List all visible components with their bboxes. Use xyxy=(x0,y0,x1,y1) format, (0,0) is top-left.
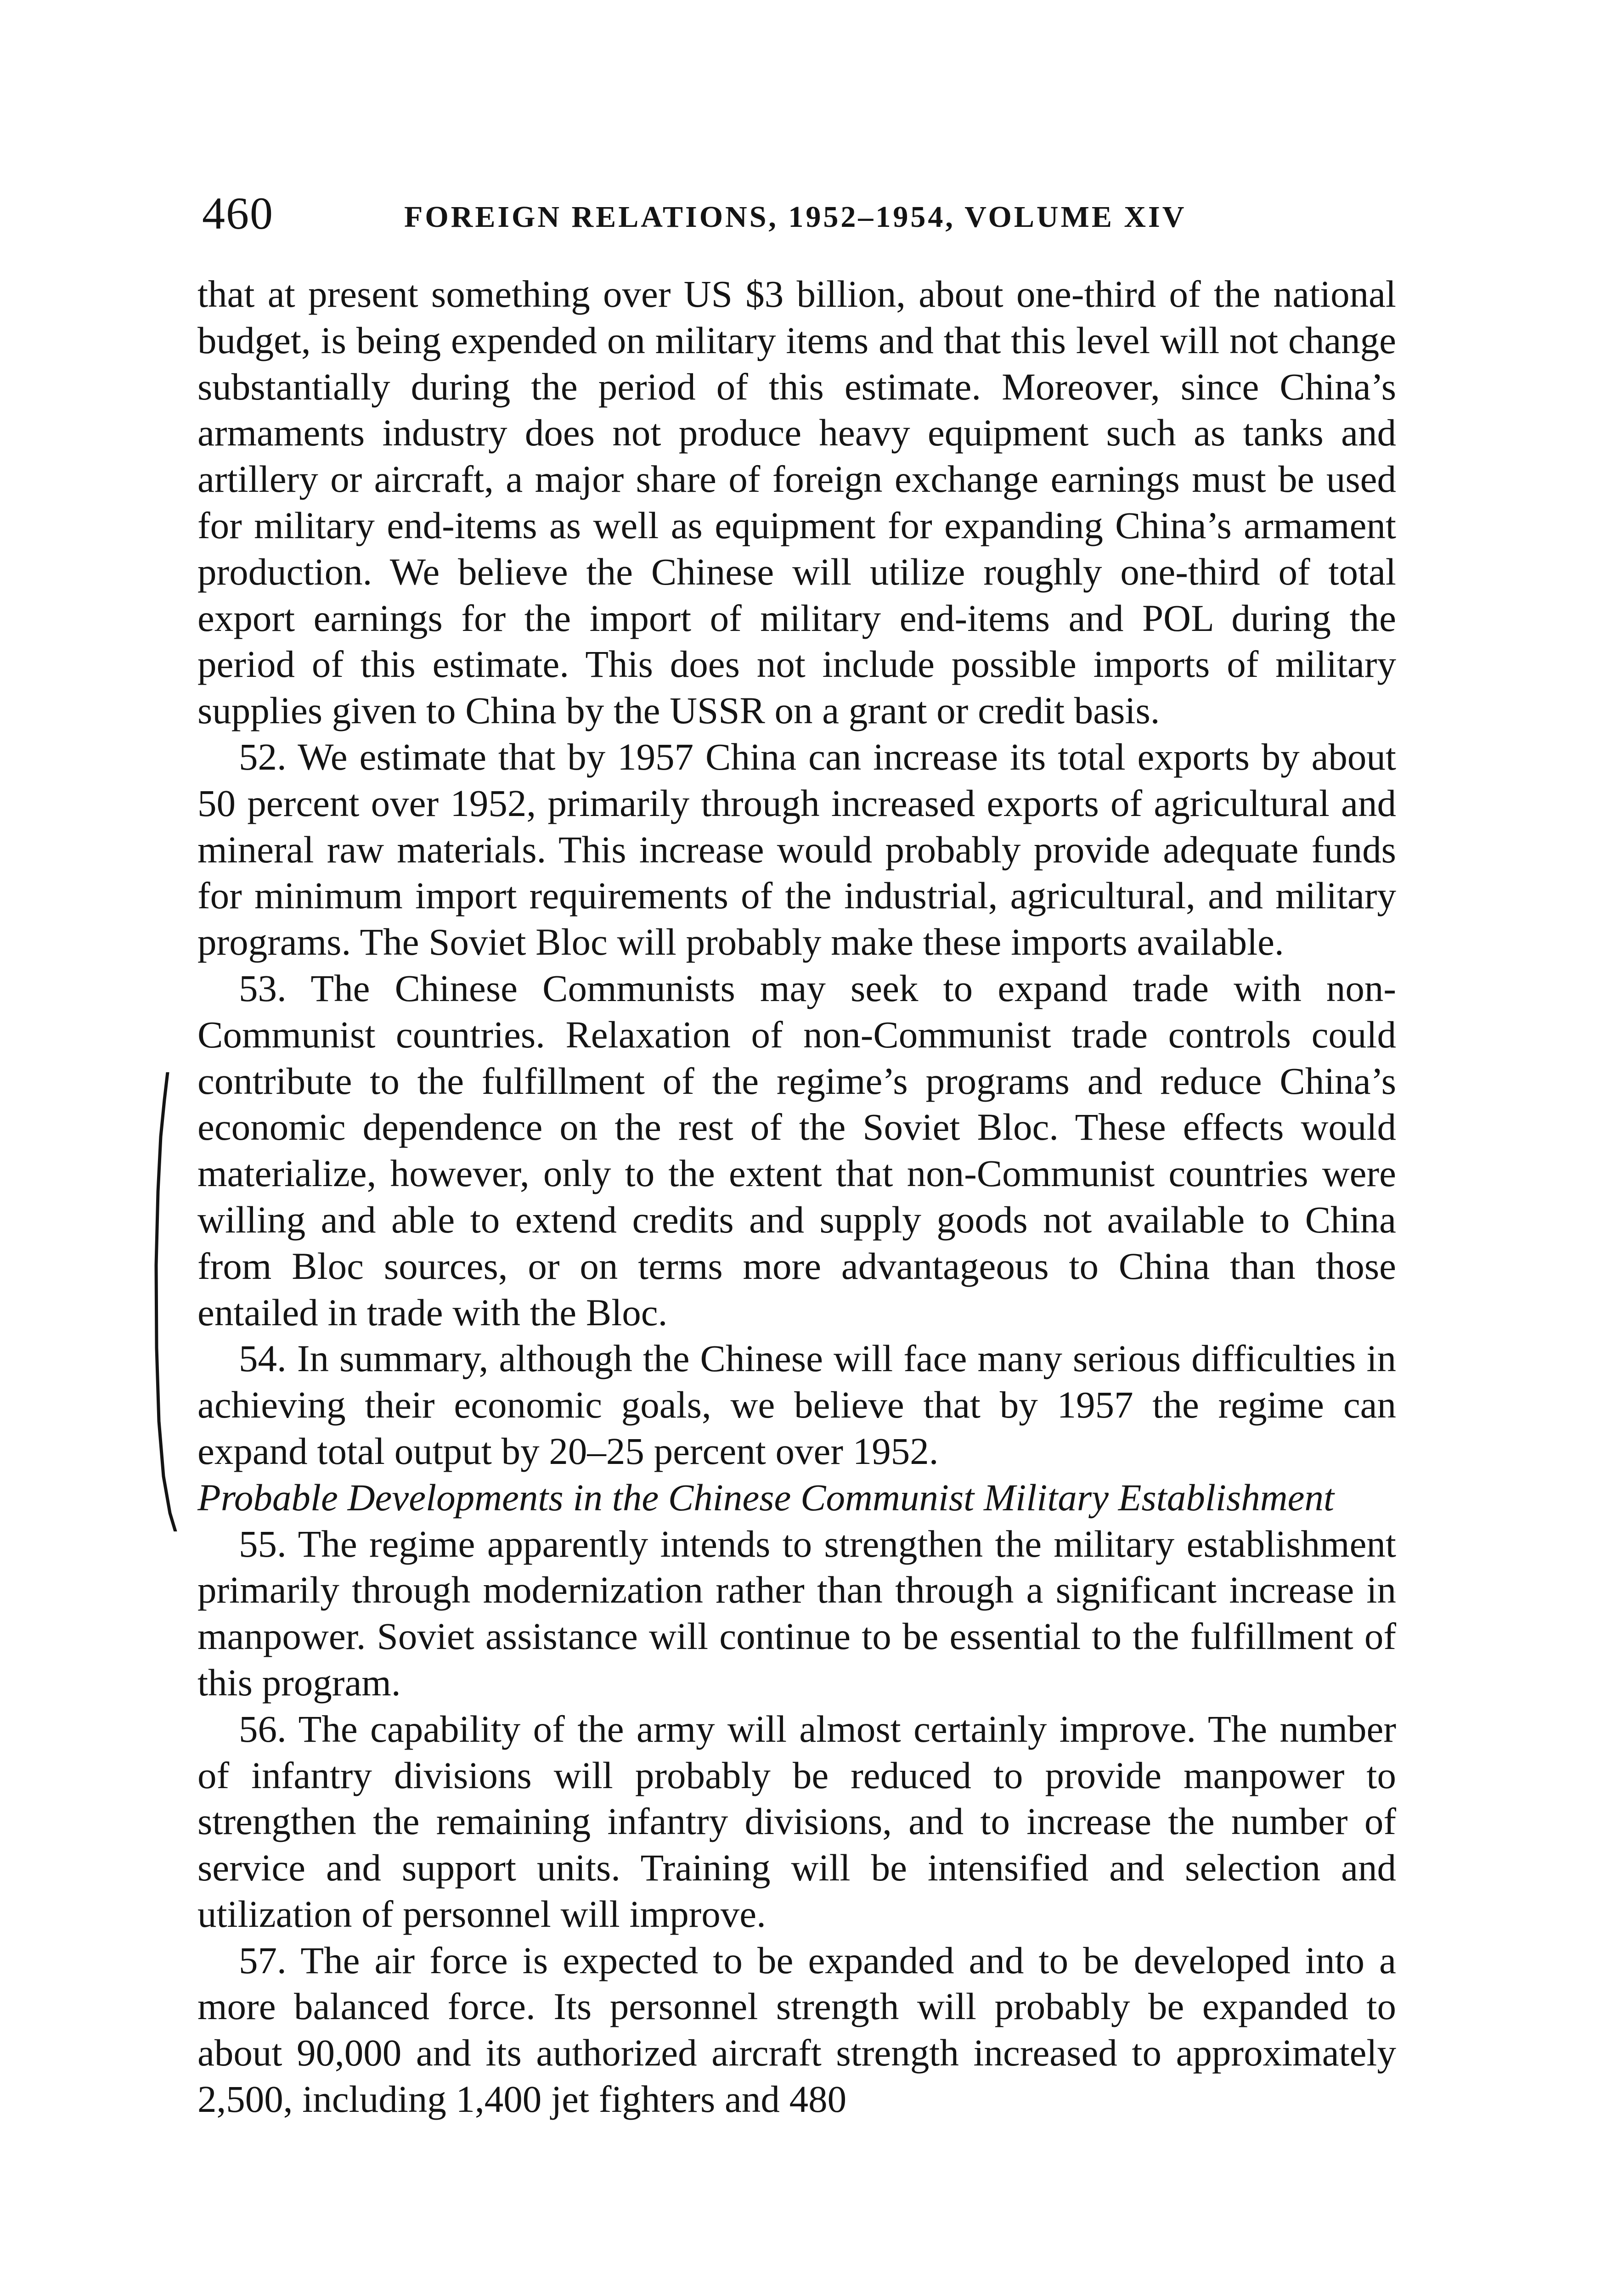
paragraph-continued: that at present something over US $3 billion, about one-third of the national budget, is being expended on military items and that this level will not change substantially during the period of this estimate. Moreover, since China’s armaments industry does not produce heavy equipment such as tanks and artillery or aircraft, a major share of foreign exchange earnings must be used for military end-items as well as equipment for expanding China’s armament production. We believe the Chinese will utilize roughly one-third of total export earnings for the import of military end-items and POL during the period of this estimate. This does not include possible imports of military supplies given to China by the USSR on a grant or credit basis. xyxy=(197,273,1396,732)
running-head: FOREIGN RELATIONS, 1952–1954, VOLUME XIV xyxy=(404,200,1187,234)
paragraph-53: 53. The Chinese Communists may seek to expand trade with non-Communist countries. Relaxation of non-Communist trade controls could contribute to the fulfillment of the regime’s programs and reduce China’s economic dependence on the rest of the Soviet Bloc. These effects would materialize, however, only to the extent that non-Communist countries were willing and able to extend credits and supply goods not available to China from Bloc sources, or on terms more advantageous to China than those entailed in trade with the Bloc. xyxy=(197,967,1396,1334)
paragraph-57: 57. The air force is expected to be expanded and to be developed into a more balanced force. Its personnel strength will probably be expanded to about 90,000 and its authorized aircraft strength increased to approximately 2,500, including 1,400 jet fighters and 480 xyxy=(197,1939,1396,2121)
section-heading: Probable Developments in the Chinese Communist Military Establishment xyxy=(197,1476,1335,1519)
body-text xyxy=(197,271,1396,2122)
paragraph-54: 54. In summary, although the Chinese will face many serious difficulties in achieving their economic goals, we believe that by 1957 the regime can expand total output by 20–25 percent over 1952. xyxy=(197,1337,1396,1472)
paragraph-52: 52. We estimate that by 1957 China can increase its total exports by about 50 percent over 1952, primarily through increased exports of agricultural and mineral raw materials. This increase would probably provide adequate funds for minimum import requirements of the industrial, agricultural, and military programs. The Soviet Bloc will probably make these imports available. xyxy=(197,735,1396,963)
page-number: 460 xyxy=(202,188,274,239)
margin-sideline-mark xyxy=(142,1072,193,1531)
paragraph-56: 56. The capability of the army will almost certainly improve. The number of infantry divisions will probably be reduced to provide manpower to strengthen the remaining infantry divisions, and to increase the number of service and support units. Training will be intensified and selection and utilization of personnel will improve. xyxy=(197,1707,1396,1935)
paragraph-55: 55. The regime apparently intends to strengthen the military establishment primarily through modernization rather than through a significant increase in manpower. Soviet assistance will continue to be essential to the fulfillment of this program. xyxy=(197,1522,1396,1704)
